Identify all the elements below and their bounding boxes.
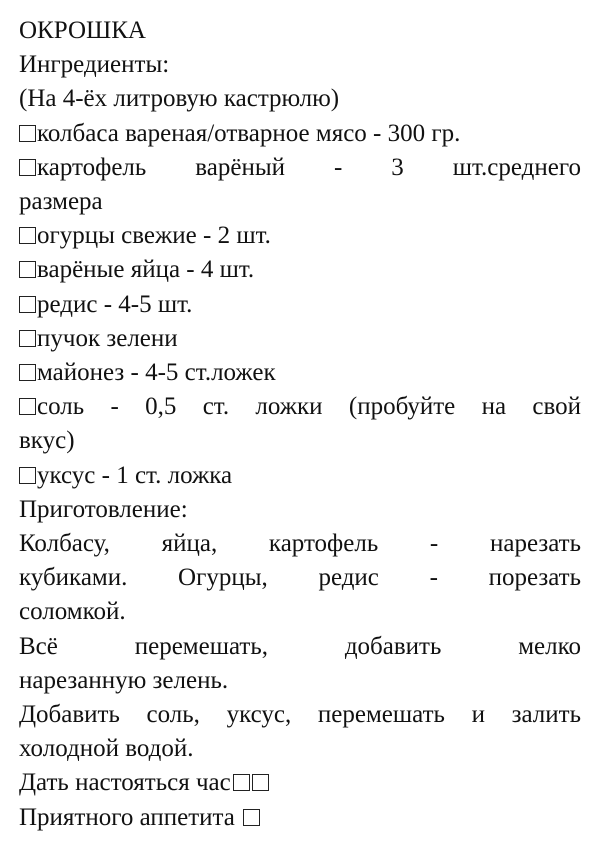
emoji-placeholder-icon: [243, 809, 260, 826]
checkbox-icon: [19, 398, 36, 415]
recipe-title: ОКРОШКА: [19, 17, 146, 44]
checkbox-icon: [19, 467, 36, 484]
checkbox-icon: [19, 261, 36, 278]
step-line: нарезанную зелень.: [19, 666, 229, 694]
ingredient-item: [19, 151, 581, 185]
ingredient-item: [19, 253, 581, 287]
checkbox-icon: [19, 227, 36, 244]
ingredient-text: пучок зелени: [37, 324, 178, 352]
step-line: Всё перемешать, добавить мелко: [19, 632, 581, 660]
recipe-document: [19, 14, 581, 835]
step-line: Добавить соль, уксус, перемешать и залить: [19, 701, 581, 729]
ingredient-item: [19, 117, 581, 151]
ingredients-heading: Ингредиенты:: [19, 51, 170, 79]
emoji-placeholder-icon: [233, 774, 250, 791]
ingredient-text: варёные яйца - 4 шт.: [37, 256, 255, 284]
closing-text: Дать настояться час: [19, 769, 231, 797]
ingredient-continuation: вкус): [19, 427, 75, 455]
checkbox-icon: [19, 159, 36, 176]
ingredient-text: колбаса вареная/отварное мясо - 300 гр.: [37, 119, 461, 147]
step-line: соломкой.: [19, 598, 126, 626]
ingredient-text: уксус - 1 ст. ложка: [37, 461, 233, 489]
step-line: кубиками. Огурцы, редис - порезать: [19, 564, 581, 592]
ingredient-item: [19, 219, 581, 253]
preparation-heading: Приготовление:: [19, 495, 188, 523]
checkbox-icon: [19, 296, 36, 313]
ingredient-item: [19, 322, 581, 356]
ingredient-continuation: размера: [19, 188, 103, 216]
ingredient-text: редис - 4-5 шт.: [37, 290, 193, 318]
step-line: холодной водой.: [19, 735, 194, 763]
ingredient-item: [19, 356, 581, 390]
pot-note: (На 4-ёх литровую кастрюлю): [19, 85, 340, 113]
closing-line: [19, 801, 581, 835]
emoji-placeholder-icon: [252, 774, 269, 791]
checkbox-icon: [19, 330, 36, 347]
checkbox-icon: [19, 364, 36, 381]
ingredient-item: [19, 459, 581, 493]
checkbox-icon: [19, 125, 36, 142]
ingredient-item: [19, 288, 581, 322]
ingredient-text: картофель варёный - 3 шт.среднего: [37, 153, 581, 181]
closing-text: Приятного аппетита: [19, 803, 235, 831]
ingredient-item: [19, 390, 581, 424]
ingredient-text: майонез - 4-5 ст.ложек: [37, 359, 276, 387]
closing-line: [19, 766, 581, 800]
ingredient-text: огурцы свежие - 2 шт.: [37, 222, 271, 250]
ingredient-text: соль - 0,5 ст. ложки (пробуйте на свой: [37, 393, 581, 421]
step-line: Колбасу, яйца, картофель - нарезать: [19, 530, 581, 558]
